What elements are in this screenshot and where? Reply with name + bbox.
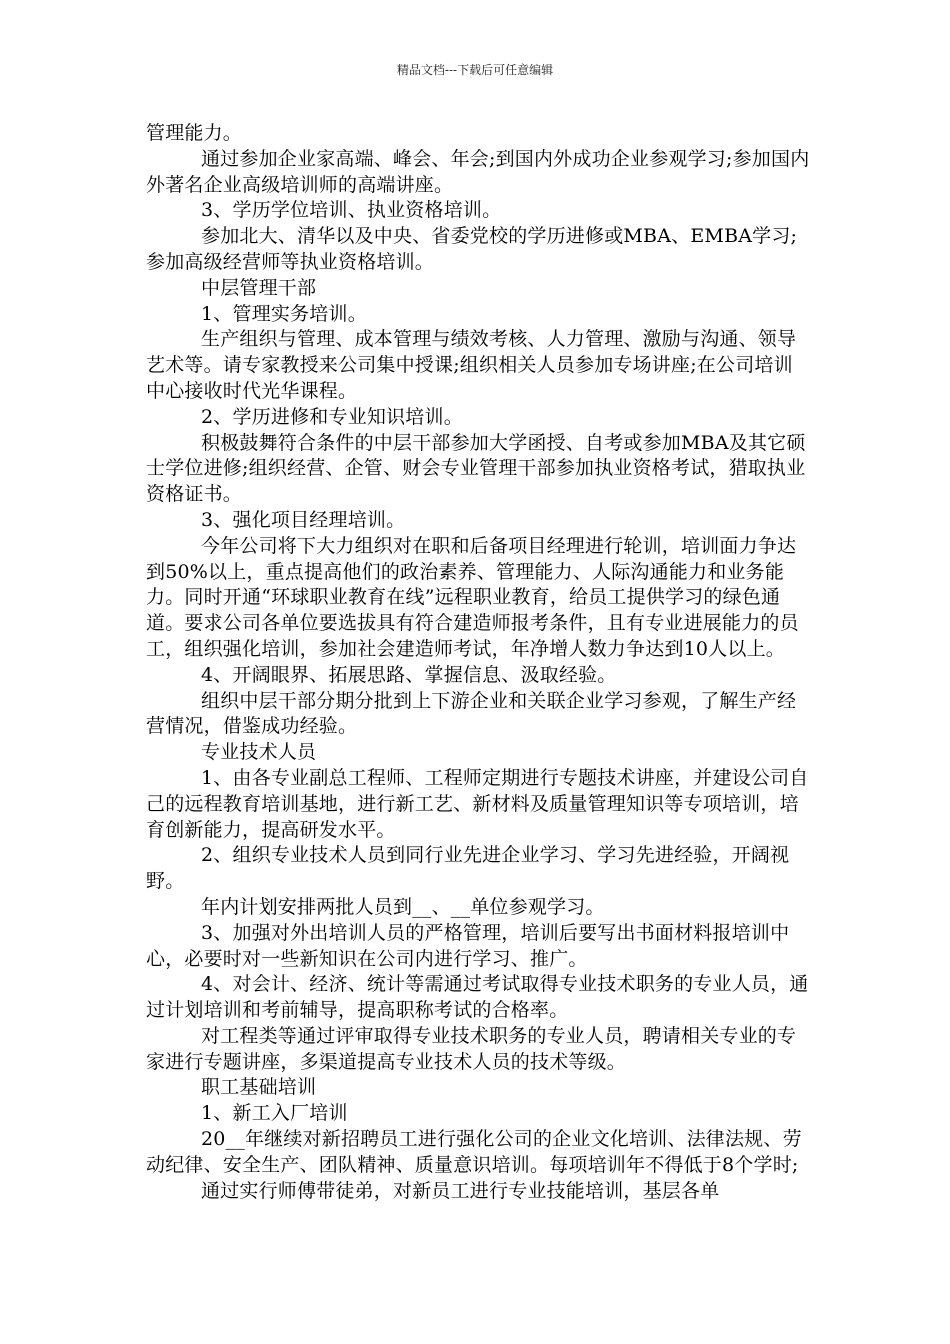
numbered-item: 4、开阔眼界、拓展思路、掌握信息、汲取经验。: [201, 663, 617, 686]
numbered-item: 3、强化项目经理培训。: [201, 508, 406, 531]
paragraph: 对工程类等通过评审取得专业技术职务的专业人员，聘请相关专业的专家进行专题讲座，多渠道提高专业技术人员的技术等级。: [146, 1024, 797, 1073]
paragraph: 管理能力。: [146, 122, 243, 144]
numbered-item: 1、管理实务培训。: [201, 302, 367, 325]
paragraph: 生产组织与管理、成本管理与绩效考核、人力管理、激励与沟通、领导艺术等。请专家教授来公司集中授课;组织相关人员参加专场讲座;在公司培训中心接收时代光华课程。: [146, 328, 797, 402]
section-heading: 专业技术人员: [201, 741, 317, 764]
paragraph: 参加北大、清华以及中央、省委党校的学历进修或MBA、EMBA学习;参加高级经营师等执业资格培训。: [146, 225, 798, 273]
numbered-item: 2、学历进修和专业知识培训。: [201, 405, 463, 428]
paragraph: 通过参加企业家高端、峰会、年会;到国内外成功企业参观学习;参加国内外著名企业高级培训师的高端讲座。: [146, 147, 810, 196]
numbered-item: 4、对会计、经济、统计等需通过考试取得专业技术职务的专业人员，通过计划培训和考前辅导，提高职称考试的合格率。: [146, 973, 809, 1022]
document-body: [146, 121, 810, 1204]
paragraph: 20__年继续对新招聘员工进行强化公司的企业文化培训、法律法规、劳动纪律、安全生产、团队精神、质量意识培训。每项培训年不得低于8个学时;: [146, 1128, 802, 1176]
numbered-item: 1、新工入厂培训: [201, 1102, 348, 1125]
numbered-item: 3、学历学位培训、执业资格培训。: [201, 199, 502, 222]
paragraph: 通过实行师傅带徒弟，对新员工进行专业技能培训，基层各单: [201, 1179, 720, 1202]
numbered-item: 1、由各专业副总工程师、工程师定期进行专题技术讲座，并建设公司自己的远程教育培训基地，进行新工艺、新材料及质量管理知识等专项培训，培育创新能力，提高研发水平。: [146, 766, 809, 841]
section-heading: 中层管理干部: [201, 276, 317, 299]
paragraph: 年内计划安排两批人员到__、__单位参观学习。: [201, 895, 605, 918]
paragraph: 组织中层干部分期分批到上下游企业和关联企业学习参观，了解生产经营情况，借鉴成功经验。: [146, 689, 797, 738]
numbered-item: 2、组织专业技术人员到同行业先进企业学习、学习先进经验，开阔视野。: [146, 844, 790, 893]
paragraph: 今年公司将下大力组织对在职和后备项目经理进行轮训，培训面力争达到50%以上，重点提高他们的政治素养、管理能力、人际沟通能力和业务能力。同时开通“环球职业教育在线”远程职业教育，给员工提供学习的绿色通道。要求公司各单位要选拔具有符合建造师报考条件，且有专业进展能力的员工，组织强化培训，参加社会建造师考试，年净增人数力争达到10人以上。: [146, 534, 799, 660]
numbered-item: 3、加强对外出培训人员的严格管理，培训后要写出书面材料报培训中心，必要时对一些新知识在公司内进行学习、推广。: [146, 921, 790, 970]
paragraph: 积极鼓舞符合条件的中层干部参加大学函授、自考或参加MBA及其它硕士学位进修;组织经营、企管、财会专业管理干部参加执业资格考试，猎取执业资格证书。: [146, 431, 806, 506]
page-header: 精品文档---下载后可任意编辑: [396, 63, 554, 77]
section-heading: 职工基础培训: [201, 1076, 317, 1099]
